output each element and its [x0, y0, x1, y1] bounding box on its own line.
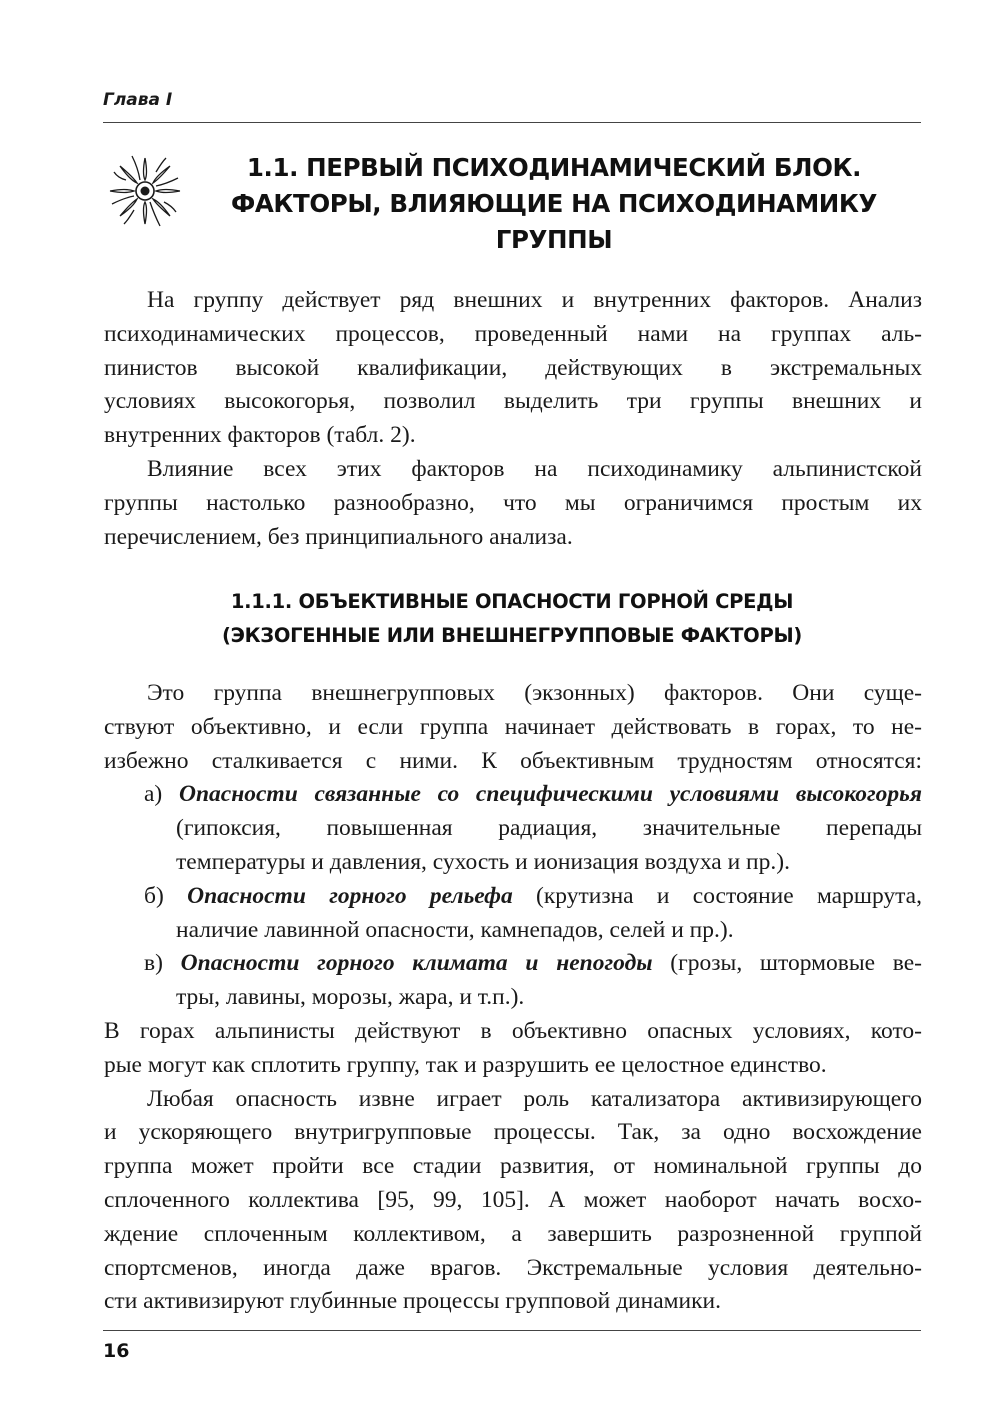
text-line: температуры и давления, сухость и ионизация воздуха и пр.). — [176, 848, 790, 875]
subsection-title-line: 1.1.1. ОБЪЕКТИВНЫЕ ОПАСНОСТИ ГОРНОЙ СРЕДЫ — [230, 590, 794, 613]
text-line: психодинамических процессов, проведенный нами на группах аль- — [104, 320, 922, 347]
text-line: ствуют объективно, и если группа начинает действовать в горах, то не- — [104, 713, 922, 740]
section-title-line: ГРУППЫ — [495, 225, 613, 254]
paragraph-2 — [104, 453, 922, 554]
list-item-a — [104, 778, 922, 812]
list-term: Опасности связанные со специфическими условиями высокогорья — [178, 781, 923, 808]
list-term: Опасности горного рельефа — [187, 882, 513, 909]
text-line: группа может пройти все стадии развития, от номинальной группы до — [104, 1153, 922, 1180]
text-line: сти активизируют глубинные процессы групповой динамики. — [104, 1288, 721, 1315]
section-title-line: ФАКТОРЫ, ВЛИЯЮЩИЕ НА ПСИХОДИНАМИКУ — [230, 189, 878, 218]
list-marker: в) — [144, 950, 163, 977]
text-line: Это группа внешнегрупповых (экзонных) факторов. Они суще- — [147, 680, 922, 706]
running-head: Глава I — [103, 90, 173, 110]
subsection-title-line: (ЭКЗОГЕННЫЕ ИЛИ ВНЕШНЕГРУППОВЫЕ ФАКТОРЫ) — [222, 624, 802, 647]
text-line: ждение сплоченным коллективом, а завершить разрозненной группой — [104, 1220, 922, 1247]
section-title-line: 1.1. ПЕРВЫЙ ПСИХОДИНАМИЧЕСКИЙ БЛОК. — [246, 153, 862, 182]
list-item-b — [104, 880, 922, 914]
text-line: наличие лавинной опасности, камнепадов, селей и пр.). — [176, 916, 734, 943]
sun-star-ornament-icon — [104, 150, 186, 232]
text-line: и ускоряющего внутригрупповые процессы. Так, за одно восхождение — [104, 1119, 922, 1146]
page-number: 16 — [103, 1340, 130, 1362]
text-line: спортсменов, иногда даже врагов. Экстремальные условия деятельно- — [104, 1254, 922, 1281]
list-item-c — [104, 947, 922, 981]
text-line: избежно сталкивается с ними. К объективным трудностям относятся: — [104, 747, 922, 774]
section-title — [196, 150, 912, 258]
text-line: На группу действует ряд внешних и внутренних факторов. Анализ — [147, 287, 922, 313]
text-line: перечислением, без принципиального анализа. — [104, 523, 573, 550]
main-text-block — [104, 677, 922, 1319]
list-text: (грозы, штормовые ве- — [652, 950, 923, 977]
footer-rule — [103, 1330, 921, 1331]
list-marker: б) — [144, 882, 164, 909]
text-line: группы настолько разнообразно, что мы ограничимся простым их — [104, 489, 922, 516]
header-rule — [103, 122, 921, 123]
text-line: тры, лавины, морозы, жара, и т.п.). — [176, 984, 525, 1011]
text-line: рые могут как сплотить группу, так и разрушить ее целостное единство. — [104, 1051, 827, 1078]
text-line: (гипоксия, повышенная радиация, значительные перепады — [176, 815, 922, 842]
list-term: Опасности горного климата и непогоды — [180, 950, 653, 977]
text-line: пинистов высокой квалификации, действующих в экстремальных — [104, 354, 922, 381]
text-line: сплоченного коллектива [95, 99, 105]. А может наоборот начать восхо- — [104, 1186, 922, 1213]
paragraph-1 — [104, 284, 922, 453]
text-line: условиях высокогорья, позволил выделить три группы внешних и — [104, 388, 922, 415]
text-line: В горах альпинисты действуют в объективно опасных условиях, кото- — [104, 1017, 922, 1044]
text-line: Любая опасность извне играет роль катализатора активизирующего — [147, 1085, 922, 1112]
list-text: (крутизна и состояние маршрута, — [512, 882, 922, 909]
text-line: внутренних факторов (табл. 2). — [104, 422, 416, 449]
subsection-title — [103, 585, 921, 653]
text-line: Влияние всех этих факторов на психодинамику альпинистской — [147, 456, 922, 482]
list-marker: а) — [144, 781, 163, 808]
